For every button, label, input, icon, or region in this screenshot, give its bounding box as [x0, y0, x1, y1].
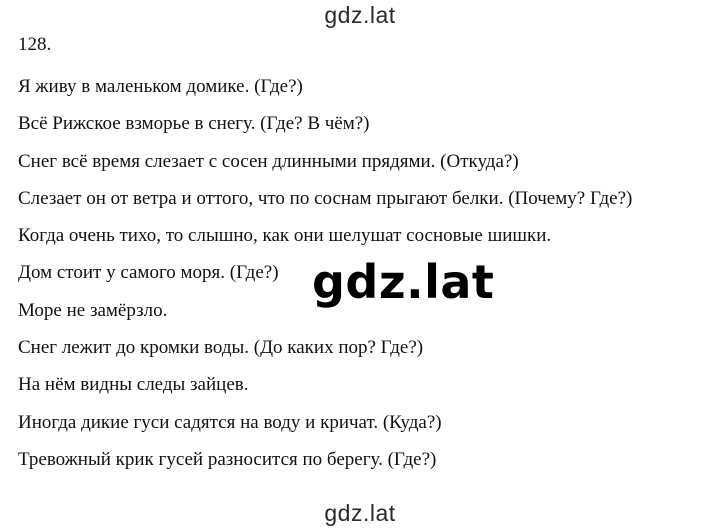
text-line: Снег всё время слезает с сосен длинными прядями. (Откуда?) — [18, 150, 519, 172]
watermark-top: gdz.lat — [324, 2, 396, 28]
text-line: Море не замёрзло. — [18, 299, 168, 321]
text-line: Когда очень тихо, то слышно, как они шелушат сосновые шишки. — [18, 225, 552, 247]
text-line: Дом стоит у самого моря. (Где?) — [18, 262, 279, 284]
text-line: Всё Рижское взморье в снегу. (Где? В чём?) — [18, 113, 370, 135]
watermark-center: gdz.lat — [312, 255, 495, 309]
text-line: Иногда дикие гуси садятся на воду и кричат. (Куда?) — [18, 411, 442, 433]
text-line: Я живу в маленьком домике. (Где?) — [18, 76, 303, 97]
text-line: Тревожный крик гусей разносится по берегу. (Где?) — [18, 448, 437, 470]
exercise-number: 128. — [18, 34, 52, 55]
text-line: На нём видны следы зайцев. — [18, 374, 249, 396]
text-line: Снег лежит до кромки воды. (До каких пор? Где?) — [18, 337, 424, 359]
text-line: Слезает он от ветра и оттого, что по соснам прыгают белки. (Почему? Где?) — [18, 187, 633, 209]
watermark-bottom: gdz.lat — [324, 500, 396, 526]
